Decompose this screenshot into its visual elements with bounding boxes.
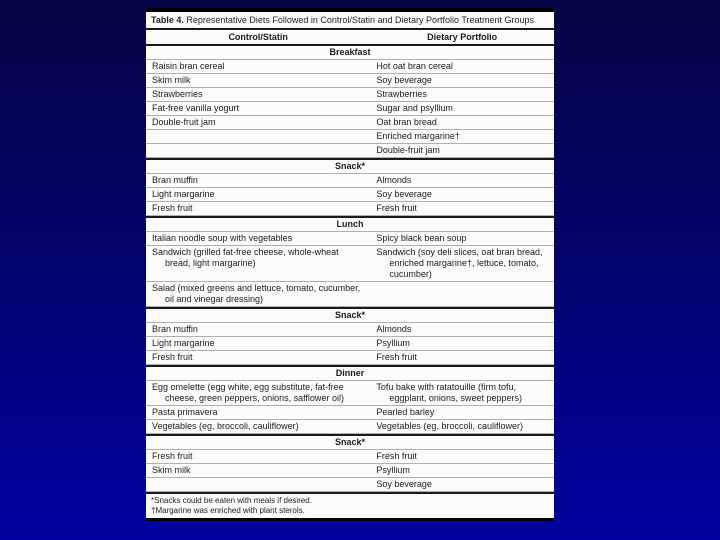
table-row [146,130,554,144]
table-row [146,381,554,406]
control-statin-cell: Egg omelette (egg white, egg substitute, fat-free cheese, green peppers, onions, safflower oil) [152,382,344,403]
control-statin-cell: Light margarine [152,189,215,199]
section-header: Breakfast [146,46,554,60]
table-row [146,351,554,365]
section-header: Snack* [146,160,554,174]
dietary-portfolio-cell: Psyllium [376,338,410,348]
table-row [146,116,554,130]
dietary-portfolio-cell: Vegetables (eg, broccoli, cauliflower) [376,421,523,431]
diet-section [146,216,554,307]
control-statin-cell: Fresh fruit [152,203,193,213]
table-row [146,174,554,188]
dietary-portfolio-cell: Hot oat bran cereal [376,61,453,71]
section-header: Dinner [146,367,554,381]
dietary-portfolio-cell: Almonds [376,175,412,185]
section-header: Snack* [146,309,554,323]
dietary-portfolio-cell: Fresh fruit [376,352,417,362]
table-row [146,420,554,434]
table-row [146,102,554,116]
table-row [146,144,554,158]
footnotes [146,492,554,518]
table-row [146,88,554,102]
diet-section [146,434,554,492]
table-row [146,478,554,492]
table-title-text: Representative Diets Followed in Control/Statin and Dietary Portfolio Treatment Groups [183,15,535,25]
footnote-margarine: †Margarine was enriched with plant sterols. [151,505,305,515]
table-row [146,74,554,88]
dietary-portfolio-cell: Fresh fruit [376,451,417,461]
dietary-portfolio-cell: Soy beverage [376,189,432,199]
dietary-portfolio-cell: Oat bran bread [376,117,437,127]
table-title [146,12,554,28]
dietary-portfolio-cell: Enriched margarine† [376,131,460,141]
control-statin-cell: Double-fruit jam [152,117,216,127]
control-statin-cell: Sandwich (grilled fat-free cheese, whole-wheat bread, light margarine) [152,247,339,268]
table-row [146,60,554,74]
dietary-portfolio-cell: Pearled barley [376,407,435,417]
control-statin-cell: Skim milk [152,465,191,475]
dietary-portfolio-cell: Soy beverage [376,75,432,85]
control-statin-cell: Raisin bran cereal [152,61,225,71]
section-header: Snack* [146,436,554,450]
diet-section [146,158,554,216]
control-statin-cell: Strawberries [152,89,203,99]
diet-section [146,307,554,365]
table-row [146,202,554,216]
control-statin-cell: Bran muffin [152,175,198,185]
control-statin-cell: Bran muffin [152,324,198,334]
control-statin-cell: Pasta primavera [152,407,218,417]
table-row [146,464,554,478]
table-row [146,282,554,307]
diet-table [146,8,554,521]
dietary-portfolio-cell: Psyllium [376,465,410,475]
dietary-portfolio-cell: Sugar and psyllium [376,103,453,113]
control-statin-cell: Vegetables (eg, broccoli, cauliflower) [152,421,299,431]
table-body [146,46,554,492]
table-row [146,232,554,246]
dietary-portfolio-cell: Sandwich (soy deli slices, oat bran bread, enriched margarine†, lettuce, tomato, cucumber) [376,247,543,279]
control-statin-cell [146,130,370,143]
table-row [146,188,554,202]
footnote-snacks: *Snacks could be eaten with meals if desired. [151,496,312,505]
control-statin-cell: Italian noodle soup with vegetables [152,233,293,243]
table-row [146,406,554,420]
table-row [146,323,554,337]
control-statin-cell [146,478,370,491]
control-statin-cell: Light margarine [152,338,215,348]
control-statin-cell [146,144,370,157]
dietary-portfolio-cell [370,282,554,306]
column-header-dietary-portfolio: Dietary Portfolio [427,31,498,42]
table-number: Table 4. [151,15,184,25]
diet-section [146,365,554,434]
table-row [146,450,554,464]
control-statin-cell: Fresh fruit [152,352,193,362]
dietary-portfolio-cell: Strawberries [376,89,427,99]
diet-section [146,46,554,158]
section-header: Lunch [146,218,554,232]
table-row [146,246,554,282]
dietary-portfolio-cell: Spicy black bean soup [376,233,467,243]
control-statin-cell: Fresh fruit [152,451,193,461]
column-header-control-statin: Control/Statin [228,31,288,42]
dietary-portfolio-cell: Fresh fruit [376,203,417,213]
dietary-portfolio-cell: Tofu bake with ratatouille (firm tofu, eggplant, onions, sweet peppers) [376,382,522,403]
dietary-portfolio-cell: Almonds [376,324,412,334]
control-statin-cell: Salad (mixed greens and lettuce, tomato, cucumber, oil and vinegar dressing) [152,283,361,304]
control-statin-cell: Fat-free vanilla yogurt [152,103,240,113]
dietary-portfolio-cell: Double-fruit jam [376,145,440,155]
column-header-row [146,28,554,46]
control-statin-cell: Skim milk [152,75,191,85]
table-row [146,337,554,351]
dietary-portfolio-cell: Soy beverage [376,479,432,489]
